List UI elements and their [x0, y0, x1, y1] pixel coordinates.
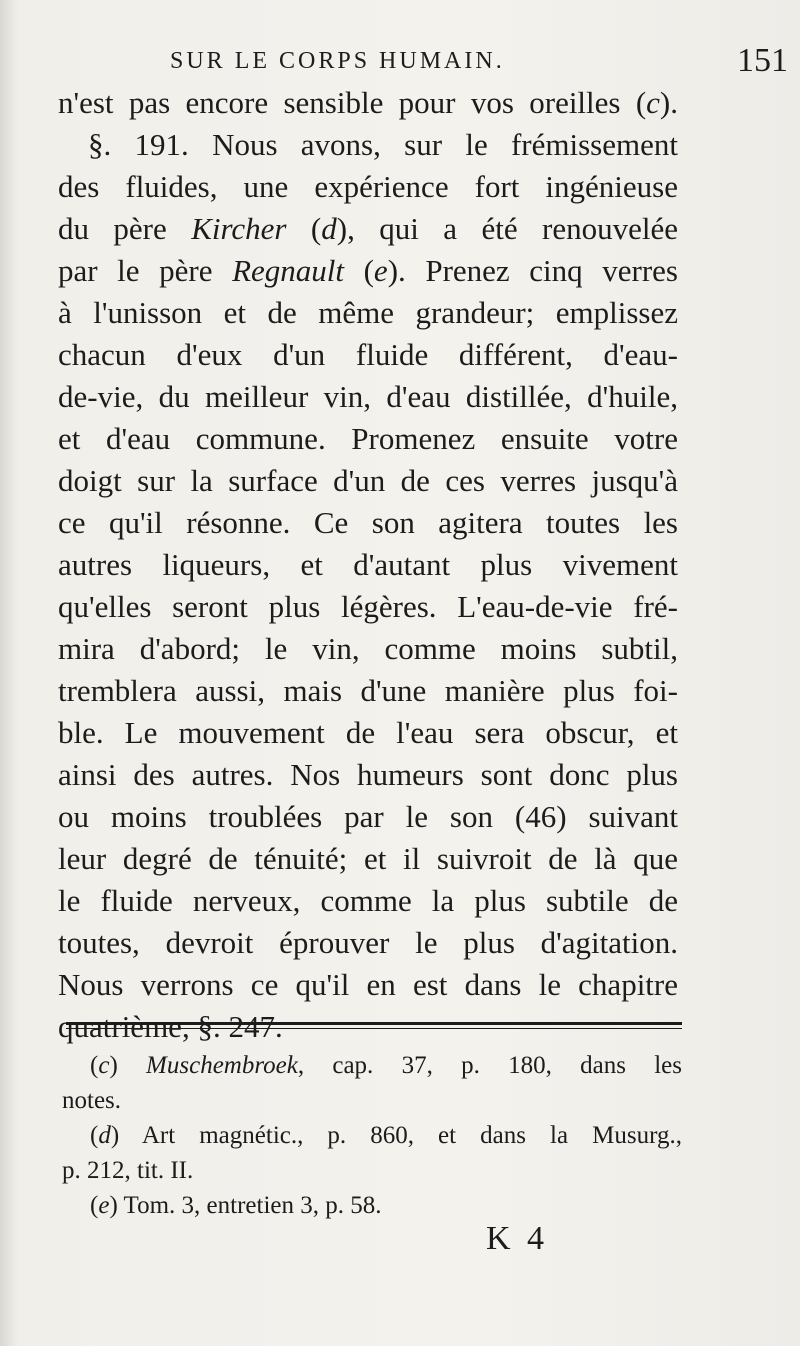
page-header [60, 42, 788, 84]
footnote-line: p. 212, tit. II. [62, 1157, 194, 1184]
text-line: ainsi des autres. Nos humeurs sont donc plus [58, 757, 678, 792]
text-line: quatrième, §. 247. [58, 1009, 283, 1044]
text-line: tremblera aussi, mais d'une manière plus foi- [58, 673, 678, 708]
footnotes [62, 1048, 682, 1223]
text-line: à l'unisson et de même grandeur; emplissez [58, 295, 678, 330]
text-line: de-vie, du meilleur vin, d'eau distillée, d'huile, [58, 379, 678, 414]
text-line: ou moins troublées par le son (46) suivant [58, 799, 678, 834]
text-line: leur degré de ténuité; et il suivroit de là que [58, 841, 678, 876]
text-line: du père Kircher (d), qui a été renouvelée [58, 211, 678, 246]
text-line: ce qu'il résonne. Ce son agitera toutes les [58, 505, 678, 540]
text-line: autres liqueurs, et d'autant plus vivement [58, 547, 678, 582]
text-line: le fluide nerveux, comme la plus subtile de [58, 883, 678, 918]
footnote-line: (c) Muschembroek, cap. 37, p. 180, dans les [90, 1052, 683, 1079]
text-line: Nous verrons ce qu'il en est dans le chapitre [58, 967, 678, 1002]
text-line: §. 191. Nous avons, sur le frémissement [88, 127, 678, 162]
footnote-line: notes. [62, 1087, 122, 1114]
signature-mark: K 4 [486, 1220, 549, 1257]
text-line: chacun d'eux d'un fluide différent, d'eau- [58, 337, 678, 372]
text-line: ble. Le mouvement de l'eau sera obscur, et [58, 715, 678, 750]
text-line: n'est pas encore sensible pour vos oreilles (c). [58, 85, 678, 120]
text-line: toutes, devroit éprouver le plus d'agitation. [58, 925, 678, 960]
text-line: par le père Regnault (e). Prenez cinq verres [58, 253, 678, 288]
text-line: mira d'abord; le vin, comme moins subtil, [58, 631, 678, 666]
main-text [58, 82, 678, 1048]
footnote-rule [66, 1022, 682, 1025]
text-line: des fluides, une expérience fort ingénieuse [58, 169, 678, 204]
running-head: SUR LE CORPS HUMAIN. [170, 48, 505, 74]
page-number: 151 [737, 42, 788, 79]
text-line: qu'elles seront plus légères. L'eau-de-vie fré- [58, 589, 678, 624]
footnote-line: (d) Art magnétic., p. 860, et dans la Musurg., [90, 1122, 682, 1149]
footnote-line: (e) Tom. 3, entretien 3, p. 58. [90, 1192, 382, 1219]
text-line: et d'eau commune. Promenez ensuite votre [58, 421, 678, 456]
text-line: doigt sur la surface d'un de ces verres jusqu'à [58, 463, 678, 498]
